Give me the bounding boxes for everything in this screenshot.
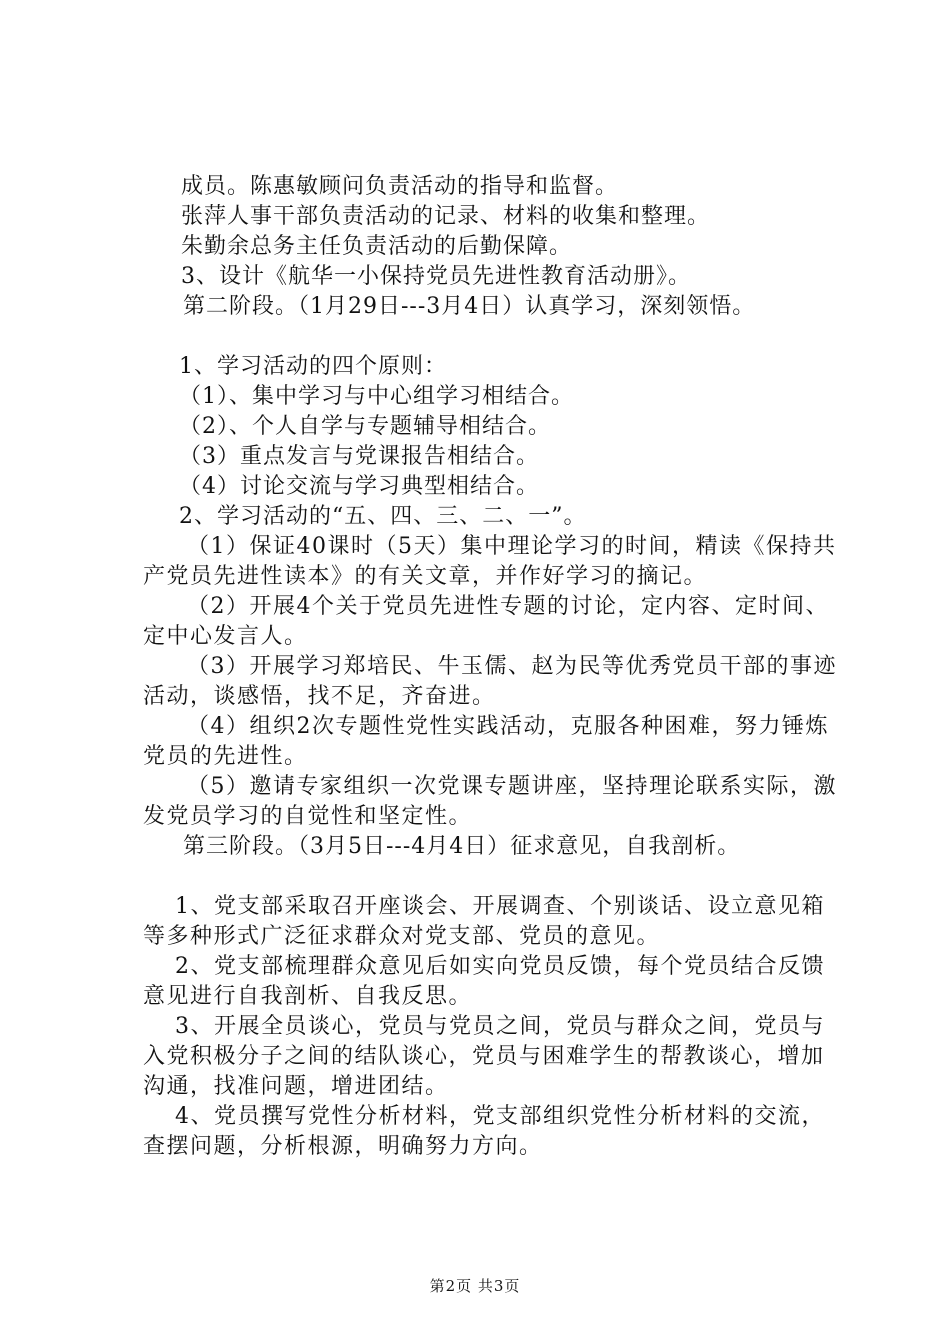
paragraph: （1）、集中学习与中心组学习相结合。 — [179, 384, 574, 409]
paragraph: （1）保证40课时（5天）集中理论学习的时间，精读《保持共产党员先进性读本》的有关文章，并作好学习的摘记。 — [143, 534, 837, 589]
paragraph: 4、党员撰写党性分析材料，党支部组织党性分析材料的交流，查摆问题，分析根源，明确努力方向。 — [143, 1104, 825, 1159]
paragraph: （3）重点发言与党课报告相结合。 — [179, 444, 539, 469]
paragraph: （2）、个人自学与专题辅导相结合。 — [179, 414, 551, 439]
page-number-footer: 第2页 共3页 — [429, 1277, 521, 1295]
paragraph: 3、开展全员谈心，党员与党员之间，党员与群众之间，党员与入党积极分子之间的结队谈心，党员与困难学生的帮教谈心，增加沟通，找准问题，增进团结。 — [143, 1014, 825, 1099]
document-body — [143, 172, 843, 1162]
paragraph: 1、党支部采取召开座谈会、开展调查、个别谈话、设立意见箱等多种形式广泛征求群众对党支部、党员的意见。 — [143, 894, 825, 949]
paragraph: 3、设计《航华一小保持党员先进性教育活动册》。 — [181, 264, 691, 289]
paragraph: （5）邀请专家组织一次党课专题讲座，坚持理论联系实际，激发党员学习的自觉性和坚定性。 — [143, 774, 837, 829]
stage-heading: 第三阶段。（3月5日---4月4日）征求意见，自我剖析。 — [183, 834, 741, 859]
paragraph: （4）组织2次专题性党性实践活动，克服各种困难，努力锤炼党员的先进性。 — [143, 714, 829, 769]
stage-heading: 第二阶段。（1月29日---3月4日）认真学习，深刻领悟。 — [183, 294, 756, 319]
paragraph: 成员。陈惠敏顾问负责活动的指导和监督。 — [181, 174, 619, 199]
paragraph: 2、学习活动的“五、四、三、二、一”。 — [179, 504, 587, 529]
paragraph: 张萍人事干部负责活动的记录、材料的收集和整理。 — [181, 204, 711, 229]
paragraph: 1、学习活动的四个原则： — [179, 354, 447, 379]
paragraph: （4）讨论交流与学习典型相结合。 — [179, 474, 539, 499]
paragraph: 2、党支部梳理群众意见后如实向党员反馈，每个党员结合反馈意见进行自我剖析、自我反思。 — [143, 954, 825, 1009]
paragraph: （3）开展学习郑培民、牛玉儒、赵为民等优秀党员干部的事迹活动，谈感悟，找不足，齐奋进。 — [143, 654, 837, 709]
paragraph: （2）开展4个关于党员先进性专题的讨论，定内容、定时间、定中心发言人。 — [143, 594, 829, 649]
paragraph: 朱勤余总务主任负责活动的后勤保障。 — [181, 234, 573, 259]
